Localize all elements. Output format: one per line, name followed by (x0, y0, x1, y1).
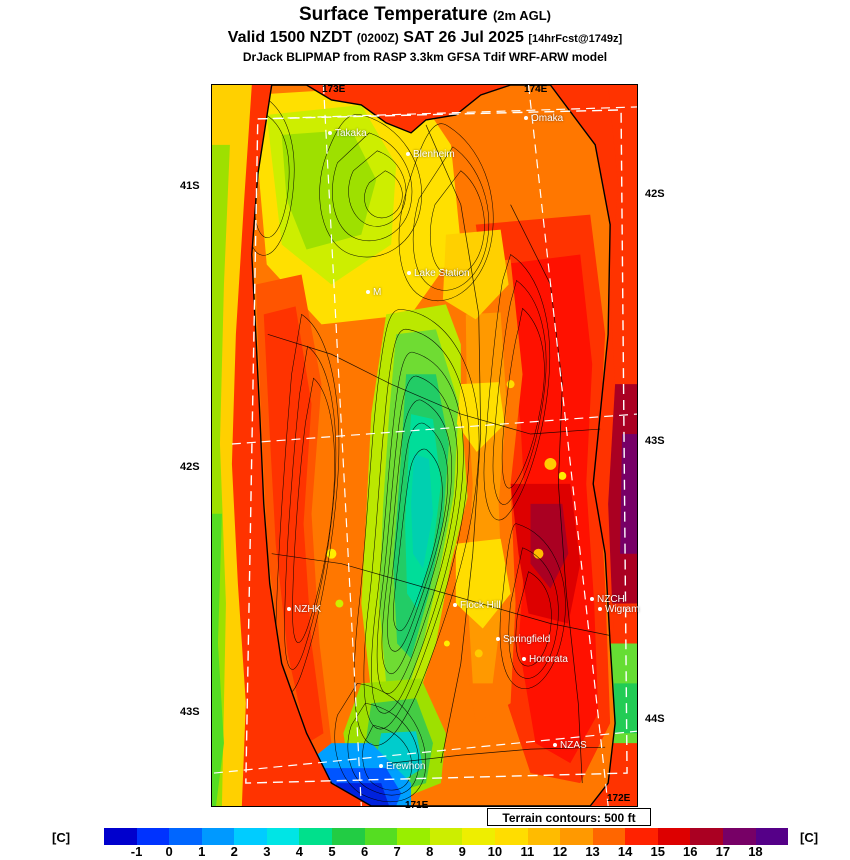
city-label-nzas (553, 740, 587, 751)
city-label-lake-station (407, 268, 470, 279)
colorbar-tick-11: 11 (520, 844, 535, 859)
colorbar-tick-2: 2 (230, 844, 238, 859)
station-dot-icon (366, 290, 370, 294)
city-name: NZHK (294, 604, 322, 615)
city-name: Erewhon (386, 761, 426, 772)
city-label-m (366, 287, 381, 298)
city-label-erewhon (379, 761, 425, 772)
temperature-map (212, 85, 640, 806)
colorbar-tick-16: 16 (683, 844, 698, 859)
city-name: NZAS (560, 740, 587, 751)
colorbar-tick--1: -1 (130, 844, 143, 859)
colorbar-swatch-7 (332, 828, 365, 845)
station-dot-icon (524, 116, 528, 120)
lat-label-43s-right: 43S (645, 435, 665, 447)
colorbar-tick-10: 10 (487, 844, 503, 859)
city-name: Omaka (531, 113, 564, 124)
colorbar-tick-4: 4 (295, 844, 304, 859)
city-label-blenheim (406, 149, 455, 160)
station-dot-icon (287, 607, 291, 611)
colorbar-tick-15: 15 (650, 844, 665, 859)
station-dot-icon (598, 607, 602, 611)
colorbar-tick-18: 18 (748, 844, 763, 859)
lat-label-44s-right: 44S (645, 713, 665, 725)
forecast-hour: [14hrFcst@1749z] (528, 33, 623, 45)
colorbar-swatch-5 (267, 828, 300, 845)
lon-label-171e: 171E (405, 800, 429, 811)
colorbar-swatch-3 (202, 828, 235, 845)
city-name: M (373, 287, 382, 298)
colorbar-swatch-6 (299, 828, 332, 845)
valid-utc-time: (0200Z) (356, 31, 399, 45)
colorbar-swatch-16 (625, 828, 658, 845)
colorbar-swatch-18 (690, 828, 723, 845)
station-dot-icon (553, 743, 557, 747)
lat-label-42s-right: 42S (645, 188, 665, 200)
city-name: Hororata (529, 654, 568, 665)
colorbar-swatch-20 (756, 828, 789, 845)
city-name: Wigram (605, 604, 640, 615)
lon-label-172e: 172E (607, 793, 631, 804)
city-label-wigram (598, 604, 639, 615)
valid-time-line (0, 28, 850, 49)
model-source-line: DrJack BLIPMAP from RASP 3.3km GFSA Tdif WRF-ARW model (242, 50, 608, 64)
colorbar-swatch-8 (365, 828, 398, 845)
colorbar-swatch-10 (430, 828, 463, 845)
colorbar-swatch-11 (462, 828, 495, 845)
city-label-flock-hill (453, 600, 501, 611)
city-name: Lake Station (414, 268, 470, 279)
map-panel[interactable] (211, 84, 638, 807)
city-label-hororata (522, 654, 568, 665)
colorbar (0, 828, 850, 858)
city-name: Blenheim (413, 149, 455, 160)
colorbar-tick-6: 6 (360, 844, 369, 859)
station-dot-icon (453, 603, 457, 607)
colorbar-ticks (104, 844, 788, 860)
colorbar-unit-right: [C] (800, 830, 819, 845)
colorbar-swatch-2 (169, 828, 202, 845)
colorbar-tick-14: 14 (617, 844, 633, 859)
colorbar-swatch-9 (397, 828, 430, 845)
city-label-takaka (328, 128, 367, 139)
city-label-nzhk (287, 604, 321, 615)
lat-label-42s-left: 42S (180, 461, 200, 473)
colorbar-tick-13: 13 (585, 844, 600, 859)
city-label-omaka (524, 113, 563, 124)
colorbar-swatch-4 (234, 828, 267, 845)
chart-header (0, 0, 850, 65)
colorbar-swatch-1 (137, 828, 170, 845)
colorbar-swatch-15 (593, 828, 626, 845)
station-dot-icon (328, 131, 332, 135)
colorbar-tick-5: 5 (328, 844, 336, 859)
page-title (0, 4, 850, 27)
station-dot-icon (407, 271, 411, 275)
colorbar-swatch-0 (104, 828, 137, 845)
colorbar-swatches (104, 828, 788, 845)
colorbar-swatch-12 (495, 828, 528, 845)
city-name: Flock Hill (460, 600, 501, 611)
colorbar-tick-17: 17 (715, 844, 731, 859)
city-name: NZCH (597, 594, 625, 605)
colorbar-tick-8: 8 (426, 844, 434, 859)
colorbar-tick-9: 9 (458, 844, 466, 859)
terrain-contour-note: Terrain contours: 500 ft (487, 808, 651, 826)
station-dot-icon (496, 637, 500, 641)
colorbar-swatch-19 (723, 828, 756, 845)
lon-label-173e: 173E (322, 84, 346, 95)
city-name: Takaka (335, 128, 367, 139)
lat-label-43s-left: 43S (180, 706, 200, 718)
station-dot-icon (379, 764, 383, 768)
colorbar-tick-0: 0 (165, 844, 173, 859)
lon-label-174e: 174E (524, 84, 548, 95)
colorbar-swatch-14 (560, 828, 593, 845)
colorbar-tick-1: 1 (198, 844, 206, 859)
station-dot-icon (590, 597, 594, 601)
colorbar-tick-3: 3 (263, 844, 271, 859)
colorbar-tick-12: 12 (552, 844, 568, 859)
title-text: Surface Temperature (299, 4, 488, 25)
city-name: Springfield (503, 634, 551, 645)
valid-local-time: Valid 1500 NZDT (227, 29, 353, 46)
valid-date: SAT 26 Jul 2025 (403, 29, 524, 46)
colorbar-swatch-17 (658, 828, 691, 845)
city-label-springfield (496, 634, 550, 645)
title-subtext: (2m AGL) (492, 8, 551, 23)
colorbar-tick-7: 7 (393, 844, 401, 859)
colorbar-unit-left: [C] (52, 830, 71, 845)
colorbar-swatch-13 (528, 828, 561, 845)
station-dot-icon (406, 152, 410, 156)
station-dot-icon (522, 657, 526, 661)
lat-label-41s-left: 41S (180, 180, 200, 192)
